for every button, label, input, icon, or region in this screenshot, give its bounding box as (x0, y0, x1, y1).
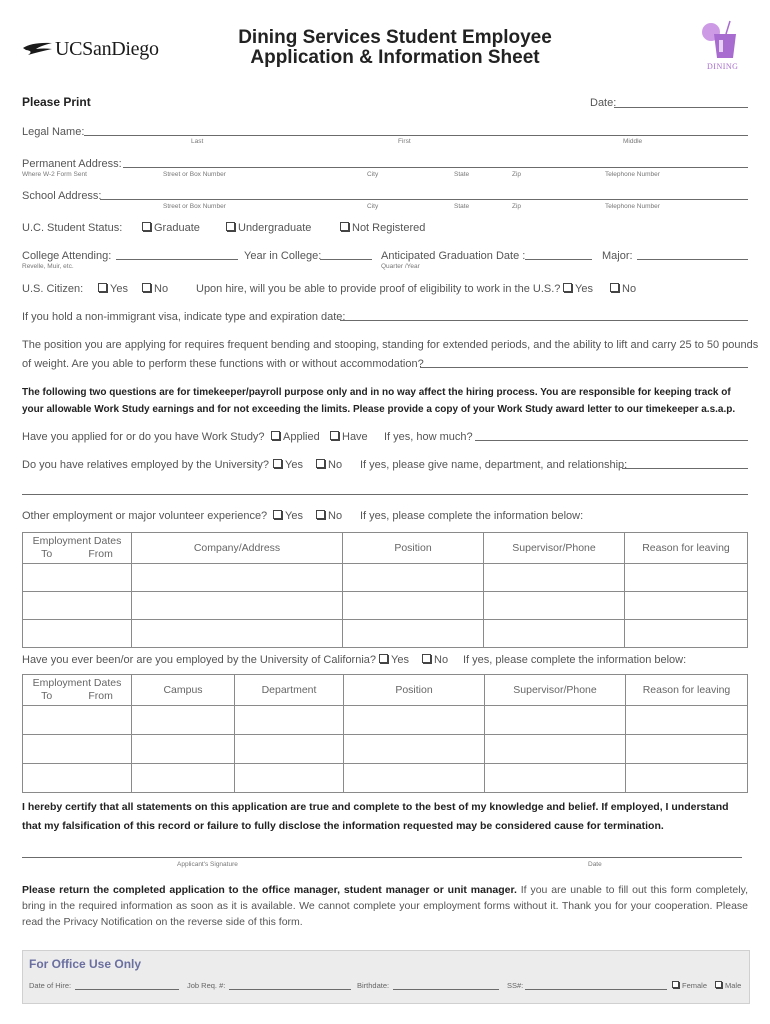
legal-name-label: Legal Name: (22, 126, 85, 138)
school-city-caption: City (367, 203, 379, 210)
table1-to-label: To (41, 548, 53, 560)
perm-zip-caption: Zip (512, 171, 522, 178)
relatives-yes-label: Yes (285, 459, 303, 471)
checkbox-icon[interactable] (672, 981, 679, 988)
male-label: Male (725, 981, 742, 990)
date-label: Date: (590, 97, 617, 109)
certification-line2: that my falsification of this record or failure to fully disclose the information requested may be considered cause for termination. (22, 820, 664, 832)
uc-yes-option[interactable] (379, 654, 409, 666)
uc-no-label: No (434, 654, 449, 666)
triton-icon (22, 40, 54, 58)
school-state-caption: State (454, 203, 470, 210)
college-note-caption: Revelle, Muir, etc. (22, 263, 74, 270)
relatives-no-label: No (328, 459, 343, 471)
major-field[interactable] (637, 259, 748, 260)
perm-state-caption: State (454, 171, 470, 178)
uc-followup-label: If yes, please complete the information below: (463, 654, 687, 666)
work-study-question: Have you applied for or do you have Work Study? (22, 431, 265, 443)
table-row[interactable] (23, 592, 748, 620)
table-row[interactable] (23, 706, 748, 735)
table1-reason-header: Reason for leaving (625, 533, 748, 564)
ss-number-field[interactable] (525, 989, 667, 990)
table2-supervisor-header: Supervisor/Phone (485, 675, 626, 706)
relatives-no-option[interactable] (316, 459, 342, 471)
dining-logo-text: DINING (707, 62, 739, 71)
relatives-field[interactable] (622, 468, 748, 469)
perm-street-caption: Street or Box Number (163, 171, 226, 178)
table1-supervisor-header: Supervisor/Phone (484, 533, 625, 564)
drink-cup-icon (700, 18, 745, 62)
checkbox-icon[interactable] (273, 459, 282, 468)
work-study-applied-label: Applied (283, 431, 320, 443)
title-line-2: Application & Information Sheet (250, 47, 540, 68)
work-study-have-option[interactable] (330, 431, 368, 443)
work-study-amount-field[interactable] (475, 440, 748, 441)
school-street-caption: Street or Box Number (163, 203, 226, 210)
job-req-field[interactable] (229, 989, 351, 990)
return-instructions-bold: Please return the completed application to the office manager, student manager or unit manager. (22, 884, 517, 896)
signature-field[interactable] (22, 857, 742, 858)
college-field[interactable] (116, 259, 238, 260)
legal-first-caption: First (398, 138, 411, 145)
applicant-signature-caption: Applicant's Signature (177, 861, 238, 868)
page-title (195, 28, 595, 68)
table1-company-header: Company/Address (132, 533, 343, 564)
table2-dates-label: Employment Dates (32, 677, 122, 689)
signature-date-caption: Date (588, 861, 602, 868)
uc-employment-question: Have you ever been/or are you employed by the University of California? (22, 654, 377, 666)
checkbox-icon[interactable] (142, 283, 151, 292)
other-followup-label: If yes, please complete the information below: (360, 510, 584, 522)
graduation-date-label: Anticipated Graduation Date : (381, 250, 526, 262)
table1-from-label: From (88, 548, 113, 560)
eligibility-yes-option[interactable] (563, 283, 593, 295)
ucsd-wordmark: UCSanDiego (55, 38, 159, 60)
office-fields-row (29, 981, 741, 995)
work-study-applied-option[interactable] (271, 431, 320, 443)
school-address-field[interactable] (100, 199, 748, 200)
work-study-amount-label: If yes, how much? (384, 431, 473, 443)
table1-position-header: Position (343, 533, 484, 564)
school-phone-caption: Telephone Number (605, 203, 660, 210)
table1-dates-header (23, 533, 132, 564)
table2-to-from (23, 690, 131, 703)
relatives-field-line2[interactable] (22, 494, 748, 495)
job-req-label: Job Req. #: (187, 981, 226, 990)
relatives-question: Do you have relatives employed by the University? (22, 459, 270, 471)
table2-reason-header: Reason for leaving (626, 675, 748, 706)
table2-to-label: To (41, 690, 53, 702)
college-label: College Attending: (22, 250, 112, 262)
grad-note-caption: Quarter /Year (381, 263, 420, 270)
graduation-date-field[interactable] (525, 259, 592, 260)
relatives-followup-label: If yes, please give name, department, and relationship: (360, 459, 628, 471)
return-instructions-body: If you are unable to fill out this form completely, bring in the required information as soon as it is available. We cannot complete your employment forms without it. Thank you for your cooperation. Please read the Privacy Notification on the reverse side of this form. (22, 884, 748, 928)
year-in-college-label: Year in College: (244, 250, 322, 262)
female-label: Female (682, 981, 708, 990)
accommodation-field[interactable] (420, 367, 748, 368)
table2-from-label: From (88, 690, 113, 702)
checkbox-icon[interactable] (316, 510, 325, 519)
uc-employment-table (22, 674, 748, 793)
table-row[interactable] (23, 735, 748, 764)
timekeeper-notice-line1: The following two questions are for timekeeper/payroll purpose only and in no way affect the hiring process. You are responsible for keeping track of (22, 387, 731, 398)
checkbox-icon[interactable] (563, 283, 572, 292)
date-of-hire-field[interactable] (75, 989, 179, 990)
school-address-label: School Address: (22, 190, 102, 202)
certification-line1: I hereby certify that all statements on this application are true and complete to the best of my knowledge and belief. If employed, I understand (22, 801, 729, 813)
table-row[interactable] (23, 764, 748, 793)
office-use-title: For Office Use Only (29, 957, 142, 971)
checkbox-icon[interactable] (610, 283, 619, 292)
dining-logo (700, 18, 745, 73)
checkbox-icon[interactable] (142, 222, 151, 231)
table1-dates-label: Employment Dates (32, 535, 122, 547)
permanent-address-label: Permanent Address: (22, 158, 122, 170)
work-study-have-label: Have (342, 431, 368, 443)
checkbox-icon[interactable] (379, 654, 388, 663)
perm-note-caption: Where W-2 Form Sent (22, 171, 87, 178)
please-print-label: Please Print (22, 95, 91, 109)
status-undergraduate-label: Undergraduate (238, 222, 312, 234)
student-status-label: U.C. Student Status: (22, 222, 123, 234)
status-not-registered-label: Not Registered (352, 222, 426, 234)
position-requirement-text: The position you are applying for requires frequent bending and stooping, standing for extended periods, and the ability to lift and carry 25 to 50 pounds (22, 339, 759, 351)
visa-question: If you hold a non-immigrant visa, indicate type and expiration date: (22, 311, 346, 323)
checkbox-icon[interactable] (422, 654, 431, 663)
checkbox-icon[interactable] (715, 981, 722, 988)
date-field[interactable] (614, 107, 748, 108)
other-no-label: No (328, 510, 343, 522)
school-zip-caption: Zip (512, 203, 522, 210)
other-yes-label: Yes (285, 510, 303, 522)
checkbox-icon[interactable] (330, 431, 339, 440)
male-option[interactable] (715, 981, 741, 990)
eligibility-no-label: No (622, 283, 637, 295)
citizen-no-label: No (154, 283, 169, 295)
birthdate-field[interactable] (393, 989, 499, 990)
return-instructions (22, 882, 748, 930)
office-use-panel (22, 950, 750, 1004)
legal-name-field[interactable] (84, 135, 748, 136)
timekeeper-notice-line2: your allowable Work Study earnings and for not exceeding the limits. Please provide a copy of your Work Study award letter to our timekeeper a.s.a.p. (22, 404, 736, 415)
status-not-registered-option[interactable] (340, 222, 425, 234)
visa-field[interactable] (340, 320, 748, 321)
citizen-yes-option[interactable] (98, 283, 128, 295)
other-employment-question: Other employment or major volunteer experience? (22, 510, 268, 522)
date-of-hire-label: Date of Hire: (29, 981, 72, 990)
relatives-yes-option[interactable] (273, 459, 303, 471)
table2-position-header: Position (344, 675, 485, 706)
other-yes-option[interactable] (273, 510, 303, 522)
table2-campus-header: Campus (132, 675, 235, 706)
uc-yes-label: Yes (391, 654, 409, 666)
ss-number-label: SS#: (507, 981, 524, 990)
citizen-no-option[interactable] (142, 283, 168, 295)
checkbox-icon[interactable] (273, 510, 282, 519)
permanent-address-field[interactable] (123, 167, 748, 168)
citizen-yes-label: Yes (110, 283, 128, 295)
other-no-option[interactable] (316, 510, 342, 522)
title-line-1: Dining Services Student Employee (238, 27, 552, 48)
table-row[interactable] (23, 564, 748, 592)
checkbox-icon[interactable] (316, 459, 325, 468)
accommodation-question: of weight. Are you able to perform these functions with or without accommodation? (22, 358, 424, 370)
year-in-college-field[interactable] (320, 259, 372, 260)
eligibility-question: Upon hire, will you be able to provide proof of eligibility to work in the U.S.? (196, 283, 561, 295)
female-option[interactable] (672, 981, 707, 990)
table2-dates-header (23, 675, 132, 706)
eligibility-yes-label: Yes (575, 283, 593, 295)
birthdate-label: Birthdate: (357, 981, 390, 990)
legal-last-caption: Last (191, 138, 204, 145)
status-graduate-option[interactable] (142, 222, 200, 234)
checkbox-icon[interactable] (271, 431, 280, 440)
table1-to-from (23, 548, 131, 561)
checkbox-icon[interactable] (340, 222, 349, 231)
checkbox-icon[interactable] (226, 222, 235, 231)
us-citizen-label: U.S. Citizen: (22, 283, 84, 295)
table2-department-header: Department (235, 675, 344, 706)
employment-history-table (22, 532, 748, 648)
table-row[interactable] (23, 620, 748, 648)
status-graduate-label: Graduate (154, 222, 200, 234)
eligibility-no-option[interactable] (610, 283, 636, 295)
uc-no-option[interactable] (422, 654, 448, 666)
status-undergraduate-option[interactable] (226, 222, 311, 234)
legal-middle-caption: Middle (623, 138, 643, 145)
perm-phone-caption: Telephone Number (605, 171, 660, 178)
major-label: Major: (602, 250, 633, 262)
checkbox-icon[interactable] (98, 283, 107, 292)
perm-city-caption: City (367, 171, 379, 178)
